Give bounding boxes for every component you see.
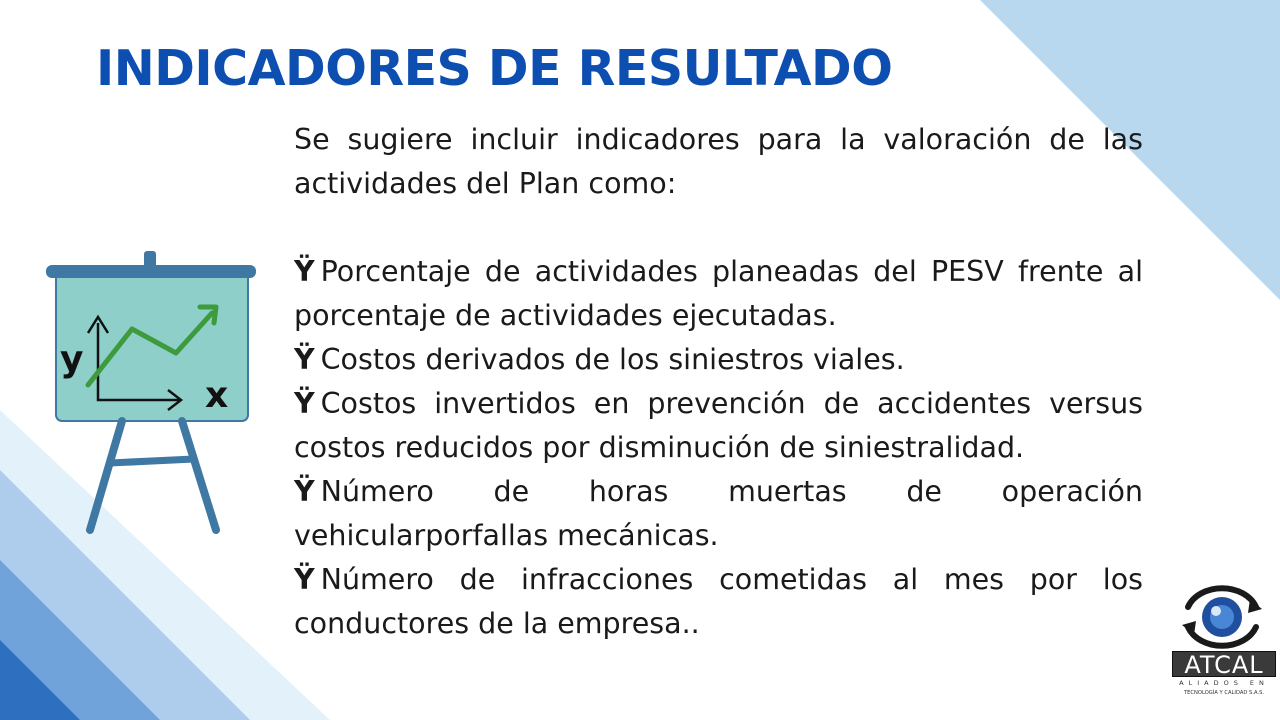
bullet-glyph: Ÿ — [294, 563, 315, 596]
easel-top-bar — [46, 265, 256, 278]
bullet-item — [294, 558, 1143, 646]
bullet-item — [294, 250, 1143, 338]
bullet-text: Costos derivados de los siniestros viales. — [320, 343, 905, 376]
bullet-text: Costos invertidos en prevención de accidentes versus costos reducidos por disminución de siniestralidad. — [294, 387, 1143, 464]
bullet-glyph: Ÿ — [294, 475, 315, 508]
bullet-glyph: Ÿ — [294, 387, 315, 420]
easel-chart-icon — [40, 245, 260, 540]
page-title: INDICADORES DE RESULTADO — [96, 40, 893, 97]
y-axis-label: y — [60, 339, 84, 380]
company-logo — [1166, 585, 1278, 715]
bullet-glyph: Ÿ — [294, 343, 315, 376]
bullet-item — [294, 470, 1143, 558]
bullet-text: Número de infracciones cometidas al mes por los conductores de la empresa.. — [294, 563, 1143, 640]
bullet-text: Porcentaje de actividades planeadas del PESV frente al porcentaje de actividades ejecutadas. — [294, 255, 1143, 332]
intro-paragraph: Se sugiere incluir indicadores para la valoración de las actividades del Plan como: — [294, 123, 1143, 200]
bullet-item — [294, 338, 1143, 382]
logo-wordmark: ATCAL — [1172, 651, 1276, 677]
slide-body — [294, 118, 1143, 646]
logo-eye-icon — [1166, 585, 1278, 649]
bullet-text: Número de horas muertas de operación vehicularporfallas mecánicas. — [294, 475, 1143, 552]
bullet-glyph: Ÿ — [294, 255, 315, 288]
x-axis-label: x — [205, 375, 229, 416]
logo-tagline-1: ALIADOS EN — [1179, 679, 1269, 687]
logo-tagline-2: TECNOLOGÍA Y CALIDAD S.A.S. — [1183, 690, 1265, 696]
bullet-item — [294, 382, 1143, 470]
